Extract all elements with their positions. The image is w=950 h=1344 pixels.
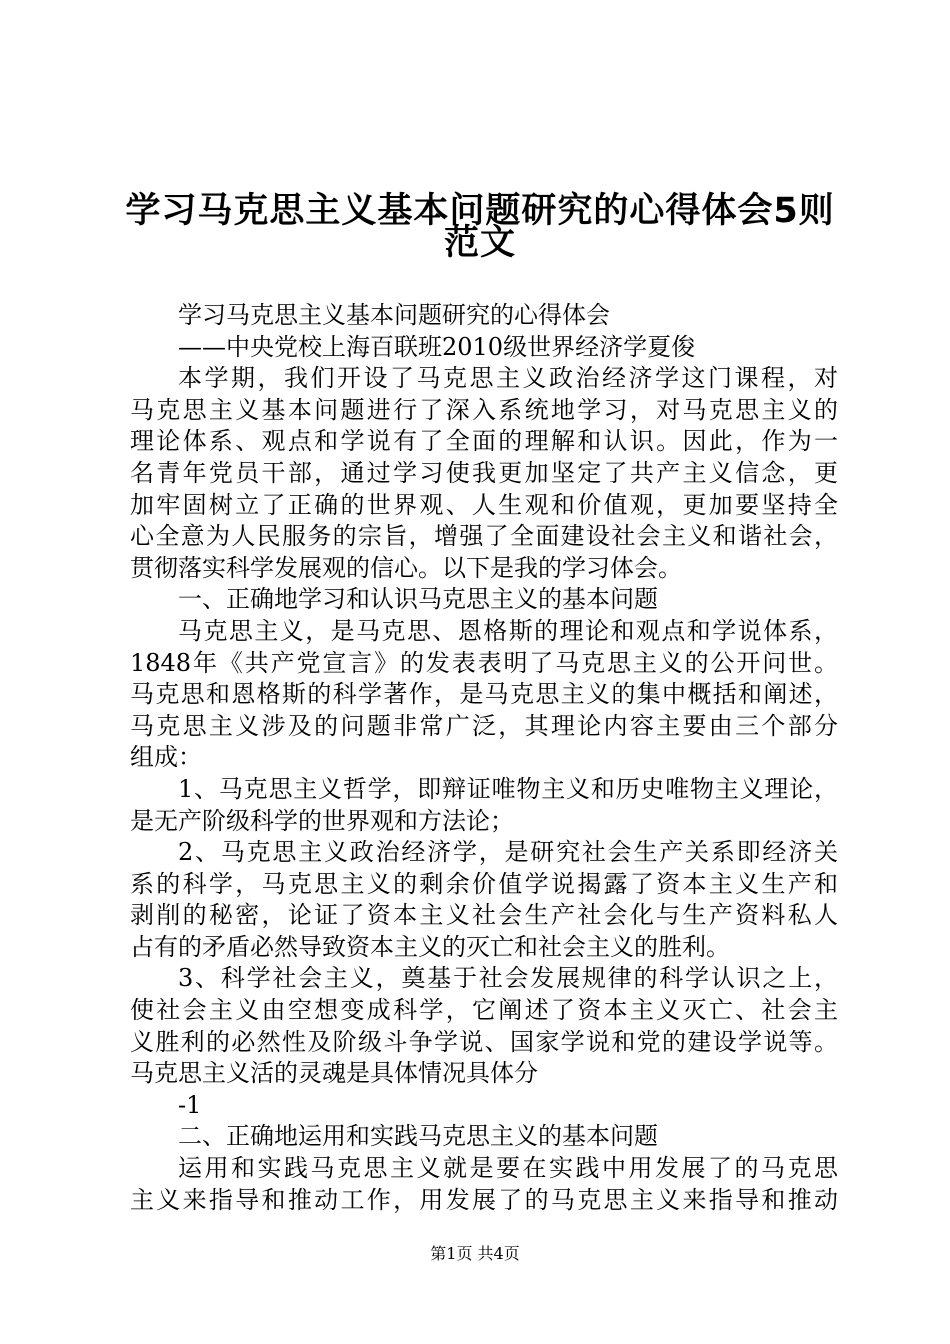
paragraph-line: 马克思主义，是马克思、恩格斯的理论和观点和学说体系， bbox=[178, 616, 838, 645]
list-item-line: 系的科学，马克思主义的剩余价值学说揭露了资本主义生产和 bbox=[130, 869, 838, 898]
paragraph-line: 本学期，我们开设了马克思主义政治经济学这门课程，对 bbox=[178, 364, 838, 393]
document-body bbox=[130, 300, 840, 1216]
paragraph-line: 主义来指导和推动工作，用发展了的马克思主义来指导和推动 bbox=[130, 1185, 838, 1214]
paragraph-line: 马克思主义基本问题进行了深入系统地学习，对马克思主义的 bbox=[130, 395, 838, 424]
paragraph-line: 马克思主义涉及的问题非常广泛，其理论内容主要由三个部分 bbox=[130, 711, 838, 740]
paragraph-line: 心全意为人民服务的宗旨，增强了全面建设社会主义和谐社会， bbox=[130, 522, 838, 551]
section-heading: 一、正确地学习和认识马克思主义的基本问题 bbox=[178, 585, 658, 614]
paragraph-line: 理论体系、观点和学说有了全面的理解和认识。因此，作为一 bbox=[130, 427, 838, 456]
list-item-line: 使社会主义由空想变成科学，它阐述了资本主义灭亡、社会主 bbox=[130, 996, 838, 1025]
document-title-line1: 学习马克思主义基本问题研究的心得体会5则 bbox=[125, 191, 835, 231]
paragraph-line: 马克思主义活的灵魂是具体情况具体分 bbox=[130, 1059, 538, 1088]
page-footer: 第1页 共4页 bbox=[430, 1244, 520, 1263]
list-item-line: 占有的矛盾必然导致资本主义的灭亡和社会主义的胜利。 bbox=[130, 932, 730, 961]
paragraph-line: 名青年党员干部，通过学习使我更加坚定了共产主义信念，更 bbox=[130, 458, 838, 487]
paragraph-line: 运用和实践马克思主义就是要在实践中用发展了的马克思 bbox=[178, 1154, 838, 1183]
author-line: ——中央党校上海百联班2010级世界经济学夏俊 bbox=[178, 332, 696, 361]
document-title-line2: 范文 bbox=[443, 223, 516, 263]
page-marker: -1 bbox=[178, 1090, 202, 1119]
paragraph-line: 组成： bbox=[130, 743, 202, 772]
list-item-line: 剥削的秘密，论证了资本主义社会生产社会化与生产资料私人 bbox=[130, 901, 838, 930]
list-item-line: 1、马克思主义哲学，即辩证唯物主义和历史唯物主义理论， bbox=[178, 774, 838, 803]
list-item-line: 3、科学社会主义，奠基于社会发展规律的科学认识之上， bbox=[178, 964, 838, 993]
paragraph-line: 加牢固树立了正确的世界观、人生观和价值观，更加要坚持全 bbox=[130, 490, 838, 519]
list-item-line: 2、马克思主义政治经济学，是研究社会生产关系即经济关 bbox=[178, 838, 838, 867]
subtitle: 学习马克思主义基本问题研究的心得体会 bbox=[178, 301, 610, 329]
paragraph-line: 马克思和恩格斯的科学著作，是马克思主义的集中概括和阐述， bbox=[130, 680, 838, 709]
list-item-line: 义胜利的必然性及阶级斗争学说、国家学说和党的建设学说等。 bbox=[130, 1027, 838, 1056]
paragraph-line: 1848年《共产党宣言》的发表表明了马克思主义的公开问世。 bbox=[130, 648, 838, 677]
section-heading: 二、正确地运用和实践马克思主义的基本问题 bbox=[178, 1122, 658, 1151]
list-item-line: 是无产阶级科学的世界观和方法论； bbox=[130, 806, 514, 835]
paragraph-line: 贯彻落实科学发展观的信心。以下是我的学习体会。 bbox=[130, 553, 682, 582]
